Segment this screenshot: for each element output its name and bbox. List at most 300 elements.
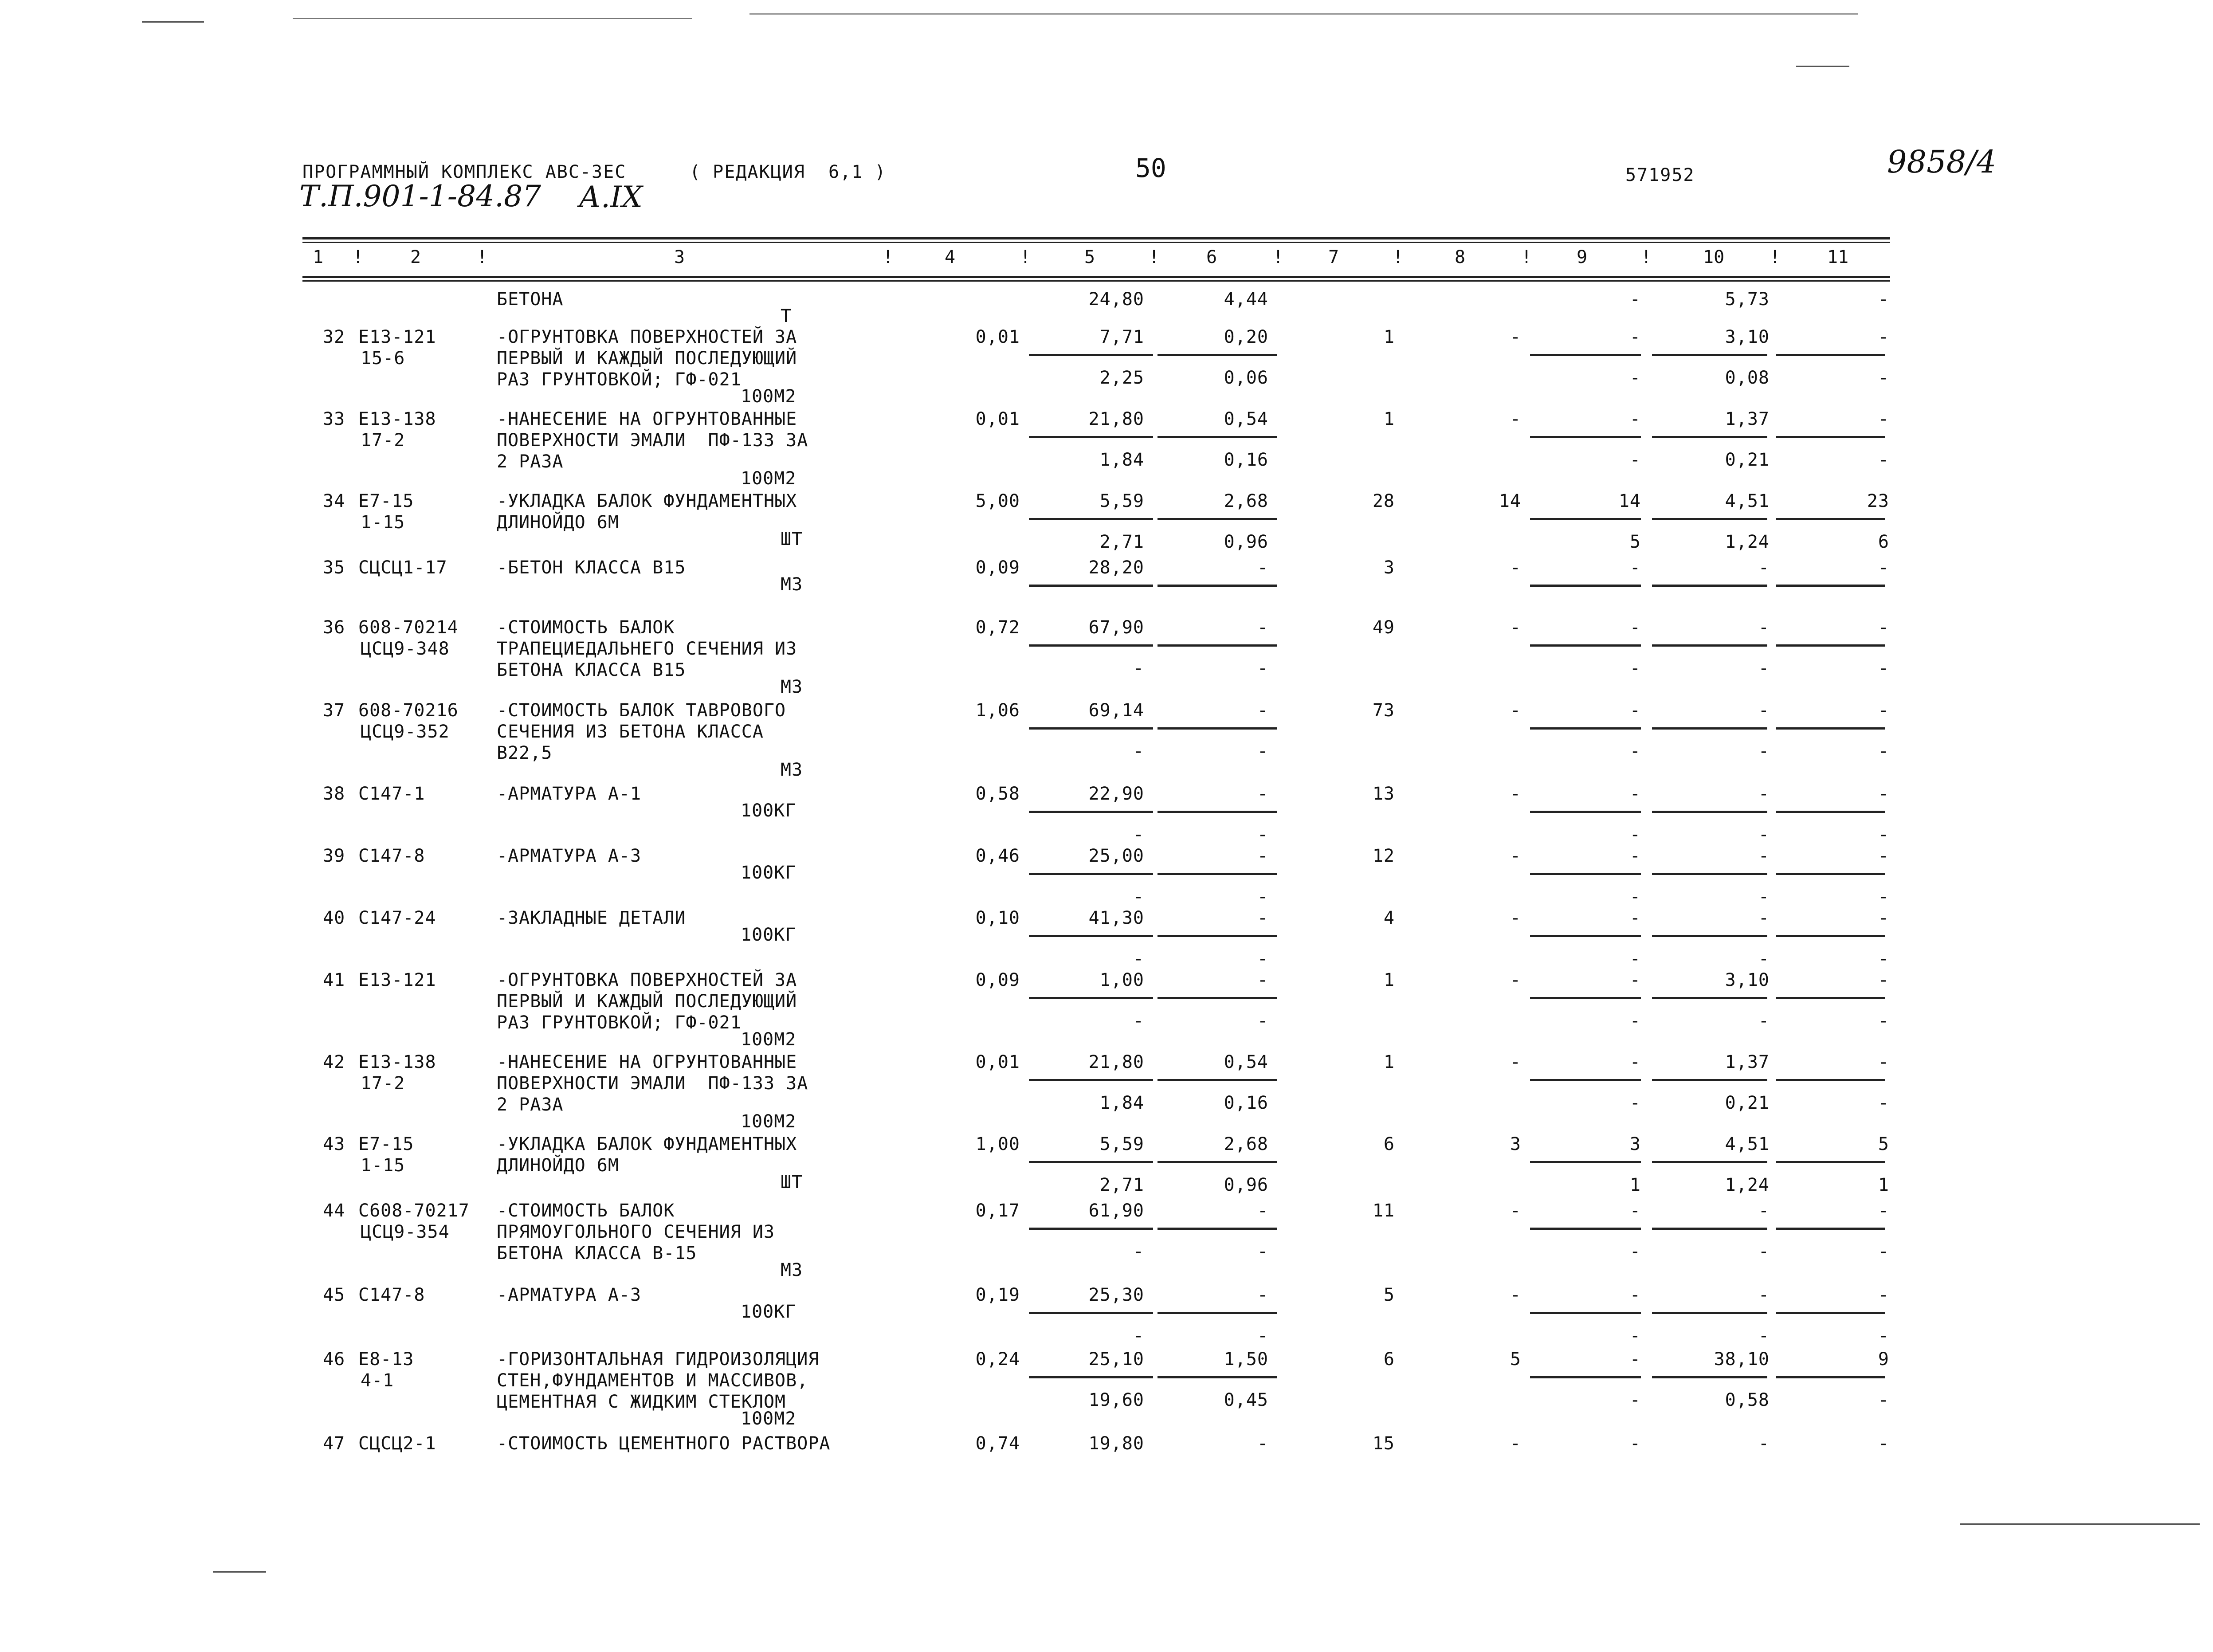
value-c8: -	[1510, 700, 1521, 721]
subvalue-6: 0,06	[1224, 368, 1268, 388]
value-c10: 3,10	[1725, 970, 1770, 990]
unit-of-measure: 100М2	[741, 468, 797, 489]
value-c4: 5,00	[975, 491, 1020, 511]
cell-underline	[1776, 354, 1885, 356]
value-c9: -	[1629, 557, 1641, 578]
value-c5: 24,80	[1088, 289, 1144, 310]
cell-underline	[1029, 436, 1153, 438]
subvalue-5: -	[1133, 1011, 1144, 1031]
value-c11: 9	[1878, 1349, 1889, 1369]
rate-code-secondary: 17-2	[361, 1073, 405, 1094]
cell-underline	[1158, 585, 1277, 587]
value-c9: -	[1629, 908, 1641, 928]
work-description: ПРЯМОУГОЛЬНОГО СЕЧЕНИЯ ИЗ	[497, 1222, 775, 1242]
value-c8: -	[1510, 1201, 1521, 1221]
value-c4: 0,09	[975, 970, 1020, 990]
cell-underline	[1776, 518, 1885, 520]
subvalue-9: -	[1629, 949, 1641, 969]
column-header: 6	[1206, 247, 1217, 267]
cell-underline	[1776, 997, 1885, 999]
value-c4: 0,58	[975, 784, 1020, 804]
cell-underline	[1158, 873, 1277, 875]
unit-of-measure: 100М2	[741, 1029, 797, 1050]
cell-underline	[1530, 585, 1641, 587]
cell-underline	[1776, 644, 1885, 647]
row-number: 47	[323, 1433, 345, 1454]
cell-underline	[1776, 1161, 1885, 1163]
subvalue-11: -	[1878, 658, 1889, 679]
rate-code: С608-70217	[358, 1201, 470, 1221]
value-c5: 22,90	[1088, 784, 1144, 804]
column-separator: !	[883, 247, 894, 267]
rate-code: Е13-121	[358, 327, 436, 347]
cell-underline	[1652, 997, 1767, 999]
value-c4: 0,09	[975, 557, 1020, 578]
subvalue-9: -	[1629, 1326, 1641, 1346]
value-c10: 4,51	[1725, 1134, 1770, 1154]
value-c4: 0,01	[975, 409, 1020, 429]
column-separator: !	[1521, 247, 1532, 267]
value-c7: 1	[1383, 970, 1395, 990]
value-c11: -	[1878, 1433, 1889, 1454]
cell-underline	[1776, 585, 1885, 587]
work-description: СЕЧЕНИЯ ИЗ БЕТОНА КЛАССА	[497, 722, 764, 742]
unit-of-measure: 100КГ	[741, 863, 797, 883]
value-c6: 2,68	[1224, 491, 1268, 511]
cell-underline	[1652, 873, 1767, 875]
subvalue-6: 0,96	[1224, 1175, 1268, 1195]
subvalue-5: -	[1133, 887, 1144, 907]
cell-underline	[1530, 997, 1641, 999]
cell-underline	[1158, 1079, 1277, 1081]
subvalue-10: -	[1758, 1326, 1770, 1346]
cell-underline	[1652, 1312, 1767, 1314]
cell-underline	[1029, 1312, 1153, 1314]
subvalue-9: -	[1629, 1093, 1641, 1113]
value-c7: 1	[1383, 409, 1395, 429]
handwritten-sheet: 9858/4	[1887, 144, 1997, 180]
cell-underline	[1530, 811, 1641, 813]
cell-underline	[1158, 935, 1277, 937]
unit-of-measure: М3	[781, 1260, 803, 1280]
cell-underline	[1776, 727, 1885, 730]
value-c11: 5	[1878, 1134, 1889, 1154]
value-c6: -	[1257, 617, 1268, 638]
subvalue-9: -	[1629, 824, 1641, 845]
cell-underline	[1530, 935, 1641, 937]
subvalue-10: 0,21	[1725, 450, 1770, 470]
unit-of-measure: 100КГ	[741, 1302, 797, 1322]
column-separator: !	[1020, 247, 1031, 267]
work-description: -БЕТОН КЛАССА В15	[497, 557, 686, 578]
column-header: 1	[313, 247, 324, 267]
rate-code: С147-8	[358, 1285, 425, 1305]
column-separator: !	[1149, 247, 1160, 267]
subvalue-10: 0,58	[1725, 1390, 1770, 1410]
subvalue-10: -	[1758, 658, 1770, 679]
value-c4: 0,72	[975, 617, 1020, 638]
cell-underline	[1029, 1079, 1153, 1081]
value-c9: -	[1629, 700, 1641, 721]
subvalue-6: -	[1257, 1241, 1268, 1262]
cell-underline	[1652, 935, 1767, 937]
work-description: -СТОИМОСТЬ ЦЕМЕНТНОГО РАСТВОРА	[497, 1433, 831, 1454]
work-description: ДЛИНОЙДО 6М	[497, 512, 619, 533]
work-description: В22,5	[497, 743, 553, 763]
value-c6: 2,68	[1224, 1134, 1268, 1154]
rate-code: Е13-121	[358, 970, 436, 990]
subvalue-5: -	[1133, 949, 1144, 969]
subvalue-10: -	[1758, 1011, 1770, 1031]
value-c8: -	[1510, 1285, 1521, 1305]
work-description: ТРАПЕЦИЕДАЛЬНЕГО СЕЧЕНИЯ ИЗ	[497, 639, 797, 659]
cell-underline	[1652, 518, 1767, 520]
value-c10: -	[1758, 1201, 1770, 1221]
value-c9: -	[1629, 1201, 1641, 1221]
column-separator: !	[1393, 247, 1404, 267]
value-c9: -	[1629, 846, 1641, 866]
cell-underline	[1158, 727, 1277, 730]
value-c7: 15	[1372, 1433, 1395, 1454]
value-c8: 5	[1510, 1349, 1521, 1369]
value-c10: -	[1758, 908, 1770, 928]
value-c6: 0,20	[1224, 327, 1268, 347]
document-code: 571952	[1625, 165, 1695, 185]
work-description: ПЕРВЫЙ И КАЖДЫЙ ПОСЛЕДУЮЩИЙ	[497, 348, 797, 369]
value-c4: 0,74	[975, 1433, 1020, 1454]
value-c7: 4	[1383, 908, 1395, 928]
subvalue-11: 6	[1878, 532, 1889, 552]
value-c9: -	[1629, 1433, 1641, 1454]
column-header: 3	[674, 247, 685, 267]
value-c11: -	[1878, 409, 1889, 429]
cell-underline	[1530, 518, 1641, 520]
subvalue-6: 0,16	[1224, 1093, 1268, 1113]
value-c6: -	[1257, 970, 1268, 990]
value-c6: -	[1257, 784, 1268, 804]
value-c5: 25,30	[1088, 1285, 1144, 1305]
subvalue-11: -	[1878, 887, 1889, 907]
work-description: -АРМАТУРА А-3	[497, 846, 642, 866]
value-c4: 1,06	[975, 700, 1020, 721]
value-c11: -	[1878, 289, 1889, 310]
value-c4: 0,17	[975, 1201, 1020, 1221]
value-c5: 19,80	[1088, 1433, 1144, 1454]
cell-underline	[1776, 873, 1885, 875]
work-description: РАЗ ГРУНТОВКОЙ; ГФ-021	[497, 1012, 742, 1033]
value-c7: 1	[1383, 327, 1395, 347]
rate-code: Е13-138	[358, 1052, 436, 1072]
cell-underline	[1652, 1079, 1767, 1081]
value-c11: -	[1878, 784, 1889, 804]
value-c8: 14	[1499, 491, 1521, 511]
work-description: -НАНЕСЕНИЕ НА ОГРУНТОВАННЫЕ	[497, 409, 797, 429]
value-c5: 69,14	[1088, 700, 1144, 721]
subvalue-6: 0,45	[1224, 1390, 1268, 1410]
cell-underline	[1530, 1312, 1641, 1314]
rate-code-secondary: ЦСЦ9-348	[361, 639, 450, 659]
unit-of-measure: 100КГ	[741, 800, 797, 821]
value-c6: -	[1257, 1201, 1268, 1221]
value-c9: 3	[1629, 1134, 1641, 1154]
unit-of-measure: М3	[781, 574, 803, 595]
value-c5: 28,20	[1088, 557, 1144, 578]
subvalue-6: -	[1257, 1326, 1268, 1346]
cell-underline	[1776, 811, 1885, 813]
subvalue-6: -	[1257, 887, 1268, 907]
rate-code: СЦСЦ2-1	[358, 1433, 436, 1454]
handwritten-doc-id: Т.П.901-1-84.87	[299, 179, 541, 213]
work-description: -НАНЕСЕНИЕ НА ОГРУНТОВАННЫЕ	[497, 1052, 797, 1072]
subvalue-9: -	[1629, 450, 1641, 470]
value-c7: 49	[1372, 617, 1395, 638]
value-c4: 0,46	[975, 846, 1020, 866]
value-c8: -	[1510, 327, 1521, 347]
subvalue-5: 2,71	[1099, 1175, 1144, 1195]
row-number: 32	[323, 327, 345, 347]
value-c11: -	[1878, 557, 1889, 578]
subvalue-9: -	[1629, 741, 1641, 761]
subvalue-5: -	[1133, 741, 1144, 761]
value-c10: -	[1758, 617, 1770, 638]
value-c4: 0,10	[975, 908, 1020, 928]
cell-underline	[1158, 518, 1277, 520]
work-description: ДЛИНОЙДО 6М	[497, 1155, 619, 1176]
subvalue-6: -	[1257, 824, 1268, 845]
subvalue-6: 0,96	[1224, 532, 1268, 552]
cell-underline	[1652, 1161, 1767, 1163]
value-c4: 0,19	[975, 1285, 1020, 1305]
value-c10: 3,10	[1725, 327, 1770, 347]
work-description: 2 РАЗА	[497, 451, 564, 472]
value-c5: 5,59	[1099, 1134, 1144, 1154]
cell-underline	[1530, 1376, 1641, 1378]
row-number: 38	[323, 784, 345, 804]
column-separator: !	[353, 247, 364, 267]
value-c6: 0,54	[1224, 409, 1268, 429]
cell-underline	[1652, 727, 1767, 730]
value-c11: -	[1878, 1285, 1889, 1305]
value-c8: -	[1510, 784, 1521, 804]
cell-underline	[1158, 1161, 1277, 1163]
rate-code-secondary: 15-6	[361, 348, 405, 369]
rate-code-secondary: ЦСЦ9-354	[361, 1222, 450, 1242]
value-c10: -	[1758, 557, 1770, 578]
value-c8: -	[1510, 557, 1521, 578]
cell-underline	[1530, 1079, 1641, 1081]
work-description: -АРМАТУРА А-1	[497, 784, 642, 804]
value-c7: 11	[1372, 1201, 1395, 1221]
value-c10: 1,37	[1725, 1052, 1770, 1072]
cell-underline	[1776, 1228, 1885, 1230]
value-c10: -	[1758, 784, 1770, 804]
cell-underline	[1530, 1228, 1641, 1230]
rate-code: Е7-15	[358, 1134, 414, 1154]
value-c7: 3	[1383, 557, 1395, 578]
value-c7: 28	[1372, 491, 1395, 511]
value-c7: 5	[1383, 1285, 1395, 1305]
cell-underline	[1029, 644, 1153, 647]
row-number: 44	[323, 1201, 345, 1221]
rate-code-secondary: 1-15	[361, 1155, 405, 1176]
cell-underline	[1652, 644, 1767, 647]
row-number: 41	[323, 970, 345, 990]
work-description: СТЕН,ФУНДАМЕНТОВ И МАССИВОВ,	[497, 1370, 808, 1391]
value-c5: 25,00	[1088, 846, 1144, 866]
value-c9: 14	[1618, 491, 1641, 511]
work-description: -СТОИМОСТЬ БАЛОК ТАВРОВОГО	[497, 700, 786, 721]
value-c7: 6	[1383, 1349, 1395, 1369]
value-c10: -	[1758, 1433, 1770, 1454]
value-c8: -	[1510, 1052, 1521, 1072]
subvalue-10: -	[1758, 949, 1770, 969]
subvalue-6: 0,16	[1224, 450, 1268, 470]
value-c11: -	[1878, 617, 1889, 638]
value-c5: 61,90	[1088, 1201, 1144, 1221]
work-description: РАЗ ГРУНТОВКОЙ; ГФ-021	[497, 369, 742, 390]
value-c10: -	[1758, 846, 1770, 866]
rate-code: С147-8	[358, 846, 425, 866]
unit-of-measure: Т	[781, 306, 792, 326]
work-description: БЕТОНА КЛАССА В-15	[497, 1243, 697, 1264]
value-c7: 13	[1372, 784, 1395, 804]
value-c10: 1,37	[1725, 409, 1770, 429]
value-c8: -	[1510, 1433, 1521, 1454]
value-c11: -	[1878, 908, 1889, 928]
subvalue-5: 2,71	[1099, 532, 1144, 552]
subvalue-6: -	[1257, 658, 1268, 679]
cell-underline	[1029, 1376, 1153, 1378]
cell-underline	[1652, 1376, 1767, 1378]
column-header: 10	[1703, 247, 1725, 267]
subvalue-11: -	[1878, 1093, 1889, 1113]
column-separator: !	[1641, 247, 1652, 267]
row-number: 42	[323, 1052, 345, 1072]
subvalue-5: -	[1133, 658, 1144, 679]
unit-of-measure: ШТ	[781, 1172, 803, 1193]
value-c9: -	[1629, 970, 1641, 990]
subvalue-5: -	[1133, 1326, 1144, 1346]
subvalue-11: -	[1878, 1241, 1889, 1262]
cell-underline	[1158, 354, 1277, 356]
subvalue-10: -	[1758, 1241, 1770, 1262]
value-c8: -	[1510, 617, 1521, 638]
subvalue-10: -	[1758, 824, 1770, 845]
row-number: 43	[323, 1134, 345, 1154]
cell-underline	[1530, 436, 1641, 438]
value-c6: 0,54	[1224, 1052, 1268, 1072]
value-c7: 6	[1383, 1134, 1395, 1154]
cell-underline	[1029, 354, 1153, 356]
value-c8: -	[1510, 970, 1521, 990]
value-c4: 0,24	[975, 1349, 1020, 1369]
subvalue-9: -	[1629, 1390, 1641, 1410]
cell-underline	[1029, 873, 1153, 875]
work-description: -АРМАТУРА А-3	[497, 1285, 642, 1305]
cell-underline	[1158, 811, 1277, 813]
cell-underline	[1776, 436, 1885, 438]
cell-underline	[1158, 1312, 1277, 1314]
row-number: 45	[323, 1285, 345, 1305]
subvalue-6: -	[1257, 1011, 1268, 1031]
cell-underline	[1652, 354, 1767, 356]
rate-code: Е7-15	[358, 491, 414, 511]
edition-label: ( РЕДАКЦИЯ 6,1 )	[690, 162, 887, 182]
row-number: 33	[323, 409, 345, 429]
subvalue-11: -	[1878, 949, 1889, 969]
value-c8: -	[1510, 846, 1521, 866]
cell-underline	[1158, 1228, 1277, 1230]
work-description: 2 РАЗА	[497, 1095, 564, 1115]
subvalue-5: -	[1133, 1241, 1144, 1262]
cell-underline	[1652, 811, 1767, 813]
subvalue-11: -	[1878, 1390, 1889, 1410]
cell-underline	[1029, 1161, 1153, 1163]
program-title: ПРОГРАММНЫЙ КОМПЛЕКС АВС-ЗЕС	[302, 162, 627, 182]
unit-of-measure: 100М2	[741, 386, 797, 407]
unit-of-measure: 100КГ	[741, 925, 797, 945]
unit-of-measure: М3	[781, 677, 803, 697]
row-number: 34	[323, 491, 345, 511]
value-c7: 1	[1383, 1052, 1395, 1072]
subvalue-5: 2,25	[1099, 368, 1144, 388]
cell-underline	[1652, 1228, 1767, 1230]
subvalue-10: 1,24	[1725, 532, 1770, 552]
row-number: 39	[323, 846, 345, 866]
subvalue-10: -	[1758, 887, 1770, 907]
value-c8: -	[1510, 409, 1521, 429]
cell-underline	[1652, 436, 1767, 438]
cell-underline	[1158, 1376, 1277, 1378]
cell-underline	[1029, 935, 1153, 937]
value-c6: -	[1257, 1285, 1268, 1305]
column-header: 7	[1328, 247, 1339, 267]
rate-code: 608-70214	[358, 617, 459, 638]
value-c10: 5,73	[1725, 289, 1770, 310]
work-description: ЦЕМЕНТНАЯ С ЖИДКИМ СТЕКЛОМ	[497, 1392, 786, 1412]
value-c10: 38,10	[1714, 1349, 1770, 1369]
subvalue-9: -	[1629, 368, 1641, 388]
subvalue-10: 0,21	[1725, 1093, 1770, 1113]
unit-of-measure: 100М2	[741, 1111, 797, 1132]
column-header: 5	[1084, 247, 1095, 267]
subvalue-10: -	[1758, 741, 1770, 761]
work-description: БЕТОНА	[497, 289, 564, 310]
value-c9: -	[1629, 1285, 1641, 1305]
subvalue-9: -	[1629, 1241, 1641, 1262]
value-c4: 1,00	[975, 1134, 1020, 1154]
value-c8: -	[1510, 908, 1521, 928]
value-c9: -	[1629, 289, 1641, 310]
value-c7: 73	[1372, 700, 1395, 721]
value-c9: -	[1629, 1052, 1641, 1072]
value-c10: -	[1758, 700, 1770, 721]
subvalue-5: -	[1133, 824, 1144, 845]
value-c5: 5,59	[1099, 491, 1144, 511]
cell-underline	[1158, 997, 1277, 999]
work-description: -УКЛАДКА БАЛОК ФУНДАМЕНТНЫХ	[497, 1134, 797, 1154]
handwritten-album: А.IX	[579, 180, 643, 214]
subvalue-6: -	[1257, 949, 1268, 969]
subvalue-9: -	[1629, 887, 1641, 907]
column-header: 8	[1455, 247, 1466, 267]
rate-code: С147-1	[358, 784, 425, 804]
column-separator: !	[1273, 247, 1284, 267]
cell-underline	[1029, 997, 1153, 999]
value-c11: -	[1878, 700, 1889, 721]
subvalue-6: -	[1257, 741, 1268, 761]
cell-underline	[1652, 585, 1767, 587]
